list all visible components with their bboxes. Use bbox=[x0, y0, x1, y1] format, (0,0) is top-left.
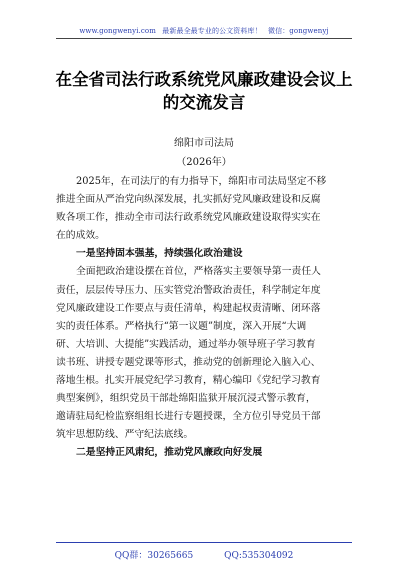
body-line: 典型案例》，组织党员干部赴绵阳监狱开展沉浸式警示教育， bbox=[56, 393, 316, 405]
header-website: www.gongwenyi.com bbox=[79, 27, 156, 35]
document-year: （2026年） bbox=[176, 157, 232, 168]
body-line: 败各项工作，推动全市司法行政系统党风廉政建设取得实实在 bbox=[56, 212, 321, 224]
footer-divider bbox=[56, 542, 352, 543]
header-slogan: 最新最全最专业的公文资料库！ bbox=[162, 27, 262, 35]
document-title bbox=[50, 68, 358, 114]
body-line: 筑牢思想防线、严守纪法底线。 bbox=[56, 429, 194, 441]
title-line-1: 在全省司法行政系统党风廉政建设会议上 bbox=[55, 70, 353, 89]
body-line: 实的责任体系。严格执行“第一议题”制度，深入开展“大调 bbox=[56, 320, 307, 332]
footer-qq-contact: QQ:535304092 bbox=[224, 551, 294, 561]
header-divider bbox=[56, 38, 352, 39]
page-header bbox=[0, 26, 408, 36]
body-line: 落地生根。扎实开展党纪学习教育，精心编印《党纪学习教育 bbox=[56, 375, 321, 387]
section-heading-2: 二是坚持正风肃纪，推动党风廉政向好发展 bbox=[76, 447, 263, 459]
body-line: 全面把政治建设摆在首位，严格落实主要领导第一责任人 bbox=[76, 266, 321, 278]
body-line: 研、大培训、大提能”实践活动，通过举办领导班子学习教育 bbox=[56, 338, 316, 350]
page-footer bbox=[0, 548, 408, 561]
body-line: 邀请驻局纪检监察组组长进行专题授课，全方位引导党员干部 bbox=[56, 411, 321, 423]
body-line: 读书班、讲授专题党课等形式，推动党的创新理论入脑入心、 bbox=[56, 356, 321, 368]
header-wechat: 微信：gongwenyj bbox=[268, 27, 329, 35]
title-line-2: 的交流发言 bbox=[162, 93, 246, 112]
document-body bbox=[56, 173, 356, 463]
body-line: 2025年，在司法厅的有力指导下，绵阳市司法局坚定不移 bbox=[76, 176, 327, 187]
body-line: 在的成效。 bbox=[56, 230, 105, 242]
section-heading-1: 一是坚持固本强基，持续强化政治建设 bbox=[76, 248, 243, 260]
author-organization: 绵阳市司法局 bbox=[174, 138, 234, 149]
body-line: 推进全面从严治党向纵深发展，扎实抓好党风廉政建设和反腐 bbox=[56, 194, 321, 206]
footer-qq-group: QQ群：30265665 bbox=[114, 551, 194, 561]
body-line: 责任，层层传导压力、压实管党治警政治责任，科学制定年度 bbox=[56, 284, 321, 296]
body-line: 党风廉政建设工作要点与责任清单，构建起权责清晰、闭环落 bbox=[56, 302, 321, 314]
